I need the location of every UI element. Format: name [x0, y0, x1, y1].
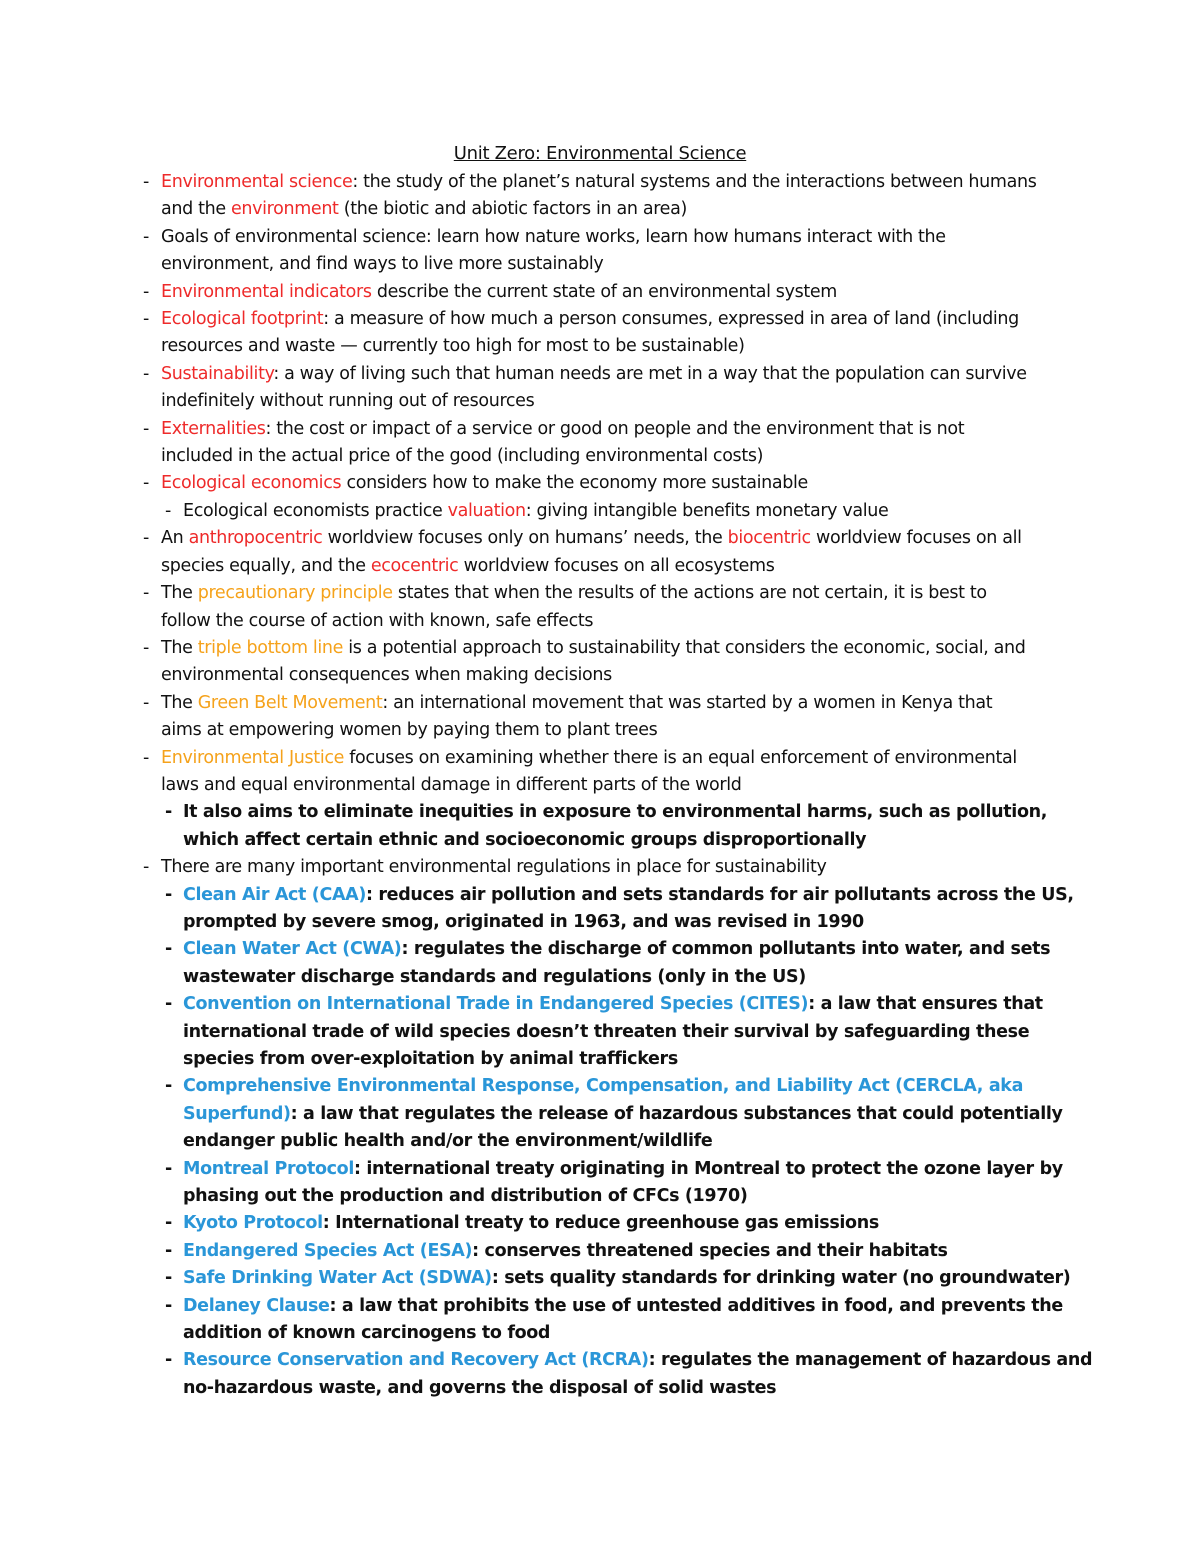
text-run: : giving intangible benefits monetary value [525, 500, 889, 521]
bullet-dash: - [143, 857, 149, 878]
bullet-item [143, 854, 1092, 881]
text-run: : a law that ensures that [808, 994, 1043, 1015]
bullet-dash: - [143, 226, 149, 247]
text-run: : International treaty to reduce greenhouse gas emissions [322, 1213, 879, 1234]
text-run: : conserves threatened species and their habitats [472, 1240, 948, 1261]
bullet-item-continuation [161, 608, 1092, 635]
text-run: phasing out the production and distribution of CFCs (1970) [183, 1186, 748, 1207]
bullet-item [165, 799, 1092, 826]
bullet-item [143, 416, 1092, 443]
bullet-dash: - [165, 939, 172, 960]
highlighted-term: Sustainability [161, 363, 274, 384]
text-run: : a law that regulates the release of hazardous substances that could potentially [290, 1103, 1063, 1124]
bullet-item [143, 580, 1092, 607]
text-run: no-hazardous waste, and governs the disposal of solid wastes [183, 1377, 777, 1398]
text-run: species equally, and the [161, 555, 371, 576]
text-run: focuses on examining whether there is an equal enforcement of environmental [344, 747, 1017, 768]
highlighted-term: Ecological footprint [161, 309, 324, 330]
text-run: and the [161, 199, 231, 220]
highlighted-term: Resource Conservation and Recovery Act (RCRA) [183, 1350, 649, 1371]
bullet-dash: - [143, 418, 149, 439]
bullet-item-continuation [183, 909, 1092, 936]
highlighted-term: Environmental Justice [161, 747, 345, 768]
text-run: Goals of environmental science: learn how nature works, learn how humans interact with the [161, 226, 946, 247]
bullet-item-continuation [183, 1019, 1092, 1046]
text-run: The [161, 637, 198, 658]
text-run: considers how to make the economy more sustainable [341, 473, 808, 494]
bullet-dash: - [143, 583, 149, 604]
text-run: environmental consequences when making decisions [161, 665, 612, 686]
text-run: (the biotic and abiotic factors in an area) [338, 199, 687, 220]
bullet-item-continuation [183, 1320, 1092, 1347]
bullet-item [165, 498, 1092, 525]
bullet-item-continuation [183, 1101, 1092, 1128]
bullet-dash: - [165, 1076, 172, 1097]
highlighted-term: Convention on International Trade in Endangered Species (CITES) [183, 994, 809, 1015]
highlighted-term: valuation [447, 500, 526, 521]
bullet-item-continuation [183, 827, 1092, 854]
highlighted-term: Safe Drinking Water Act (SDWA) [183, 1268, 492, 1289]
highlighted-term: anthropocentric [188, 528, 323, 549]
bullet-dash: - [143, 528, 149, 549]
bullet-dash: - [143, 172, 149, 192]
text-run: states that when the results of the actions are not certain, it is best to [392, 583, 987, 604]
highlighted-term: environment [230, 199, 339, 220]
text-run: worldview focuses on all [810, 528, 1022, 549]
bullet-dash: - [165, 884, 172, 905]
bullet-item [143, 169, 1092, 196]
highlighted-term: Endangered Species Act (ESA) [183, 1240, 473, 1261]
text-run: It also aims to eliminate inequities in exposure to environmental harms, such as pollution, [183, 802, 1048, 823]
highlighted-term: ecocentric [370, 555, 459, 576]
text-run: Ecological economists practice [183, 500, 448, 521]
text-run: addition of known carcinogens to food [183, 1323, 551, 1344]
highlighted-term: Montreal Protocol [183, 1158, 354, 1179]
highlighted-term: Externalities [161, 418, 266, 439]
bullet-item-continuation [183, 1046, 1092, 1073]
bullet-dash: - [143, 637, 149, 658]
text-run: environment, and find ways to live more sustainably [161, 254, 604, 275]
text-run: : sets quality standards for drinking water (no groundwater) [491, 1268, 1071, 1289]
bullet-item [165, 1265, 1092, 1292]
highlighted-term: Environmental indicators [161, 281, 372, 302]
bullet-item [165, 882, 1092, 909]
bullet-item [143, 745, 1092, 772]
bullet-item [143, 224, 1092, 251]
bullet-dash: - [165, 1213, 172, 1234]
bullet-item [143, 525, 1092, 552]
bullet-item [165, 1156, 1092, 1183]
text-run: : a measure of how much a person consumes, expressed in area of land (including [323, 309, 1019, 330]
bullet-item [165, 1293, 1092, 1320]
highlighted-term: triple bottom line [197, 637, 344, 658]
text-run: species from over-exploitation by animal traffickers [183, 1049, 678, 1069]
bullet-item-continuation [161, 443, 1092, 470]
highlighted-term: precautionary principle [197, 583, 393, 604]
text-run: The [161, 583, 198, 604]
bullet-item-continuation [161, 333, 1092, 360]
highlighted-term: Clean Water Act (CWA) [183, 939, 402, 960]
bullet-dash: - [165, 1240, 172, 1261]
highlighted-term: Superfund) [183, 1103, 291, 1124]
text-run: : an international movement that was started by a women in Kenya that [382, 692, 993, 713]
highlighted-term: Green Belt Movement [197, 692, 383, 713]
bullet-dash: - [165, 802, 172, 823]
bullet-item [143, 470, 1092, 497]
bullet-item-continuation [183, 1128, 1092, 1155]
bullet-item [165, 1347, 1093, 1374]
bullet-dash: - [165, 500, 171, 521]
text-run: wastewater discharge standards and regulations (only in the US) [183, 966, 806, 987]
bullet-item [165, 991, 1092, 1018]
bullet-item-continuation [183, 964, 1092, 991]
bullet-dash: - [143, 747, 149, 768]
bullet-item-continuation [161, 388, 1092, 415]
text-run: : regulates the management of hazardous and [648, 1350, 1093, 1371]
bullet-item-continuation [161, 717, 1092, 744]
text-run: : reduces air pollution and sets standards for air pollutants across the US, [366, 884, 1074, 905]
bullet-dash: - [143, 692, 149, 713]
bullet-dash: - [143, 473, 149, 494]
text-run: : the cost or impact of a service or good on people and the environment that is not [265, 418, 965, 439]
bullet-item-continuation [161, 553, 1092, 580]
text-run: There are many important environmental regulations in place for sustainability [161, 857, 827, 878]
text-run: prompted by severe smog, originated in 1963, and was revised in 1990 [183, 911, 864, 932]
text-run: follow the course of action with known, safe effects [161, 610, 594, 631]
bullet-dash: - [143, 309, 149, 330]
text-run: An [161, 528, 189, 549]
highlighted-term: Delaney Clause [183, 1295, 330, 1316]
highlighted-term: Kyoto Protocol [183, 1213, 323, 1234]
text-run: international trade of wild species doesn’t threaten their survival by safeguarding these [183, 1021, 1030, 1042]
bullet-item-continuation [183, 1183, 1092, 1210]
text-run: which affect certain ethnic and socioeconomic groups disproportionally [183, 829, 867, 850]
bullet-item [165, 1210, 1092, 1237]
highlighted-term: biocentric [727, 528, 811, 549]
text-run: : international treaty originating in Montreal to protect the ozone layer by [353, 1158, 1063, 1179]
bullet-dash: - [165, 1295, 172, 1316]
highlighted-term: Clean Air Act (CAA) [183, 884, 366, 905]
highlighted-term: Ecological economics [161, 473, 342, 494]
bullet-item [143, 361, 1092, 388]
bullet-dash: - [165, 1268, 172, 1289]
text-run: worldview focuses on all ecosystems [458, 555, 775, 576]
text-run: laws and equal environmental damage in different parts of the world [161, 774, 742, 795]
text-run: endanger public health and/or the environment/wildlife [183, 1131, 713, 1152]
highlighted-term: Comprehensive Environmental Response, Compensation, and Liability Act (CERCLA, aka [183, 1076, 1024, 1097]
bullet-dash: - [165, 1350, 172, 1371]
bullet-item-continuation [161, 662, 1092, 689]
text-run: : a law that prohibits the use of untested additives in food, and prevents the [329, 1295, 1063, 1316]
text-run: resources and waste — currently too high for most to be sustainable) [161, 336, 745, 357]
text-run: : the study of the planet’s natural systems and the interactions between humans [352, 172, 1037, 192]
bullet-dash: - [165, 994, 172, 1015]
bullet-item-continuation [183, 1375, 1092, 1402]
bullet-item [143, 690, 1092, 717]
text-run: The [161, 692, 198, 713]
text-run: indefinitely without running out of resources [161, 391, 535, 412]
text-run: : regulates the discharge of common pollutants into water, and sets [401, 939, 1051, 960]
bullet-dash: - [143, 363, 149, 384]
highlighted-term: Environmental science [161, 172, 353, 192]
text-run: is a potential approach to sustainability that considers the economic, social, and [343, 637, 1026, 658]
bullet-item [143, 635, 1092, 662]
bullet-item-continuation [161, 772, 1092, 799]
text-run: included in the actual price of the good (including environmental costs) [161, 446, 764, 467]
text-run: describe the current state of an environmental system [371, 281, 837, 302]
document-title: Unit Zero: Environmental Science [453, 143, 747, 164]
text-run: : a way of living such that human needs are met in a way that the population can survive [273, 363, 1027, 384]
bullet-item [165, 936, 1092, 963]
text-run: worldview focuses only on humans’ needs, the [322, 528, 728, 549]
text-run: aims at empowering women by paying them to plant trees [161, 720, 658, 741]
bullet-dash: - [143, 281, 149, 302]
bullet-dash: - [165, 1158, 172, 1179]
bullet-item [143, 279, 1092, 306]
bullet-item [165, 1073, 1092, 1100]
bullet-item [143, 306, 1092, 333]
bullet-item-continuation [161, 251, 1092, 278]
bullet-item [165, 1238, 1092, 1265]
notes-list [0, 169, 1092, 1402]
bullet-item-continuation [161, 196, 1092, 223]
